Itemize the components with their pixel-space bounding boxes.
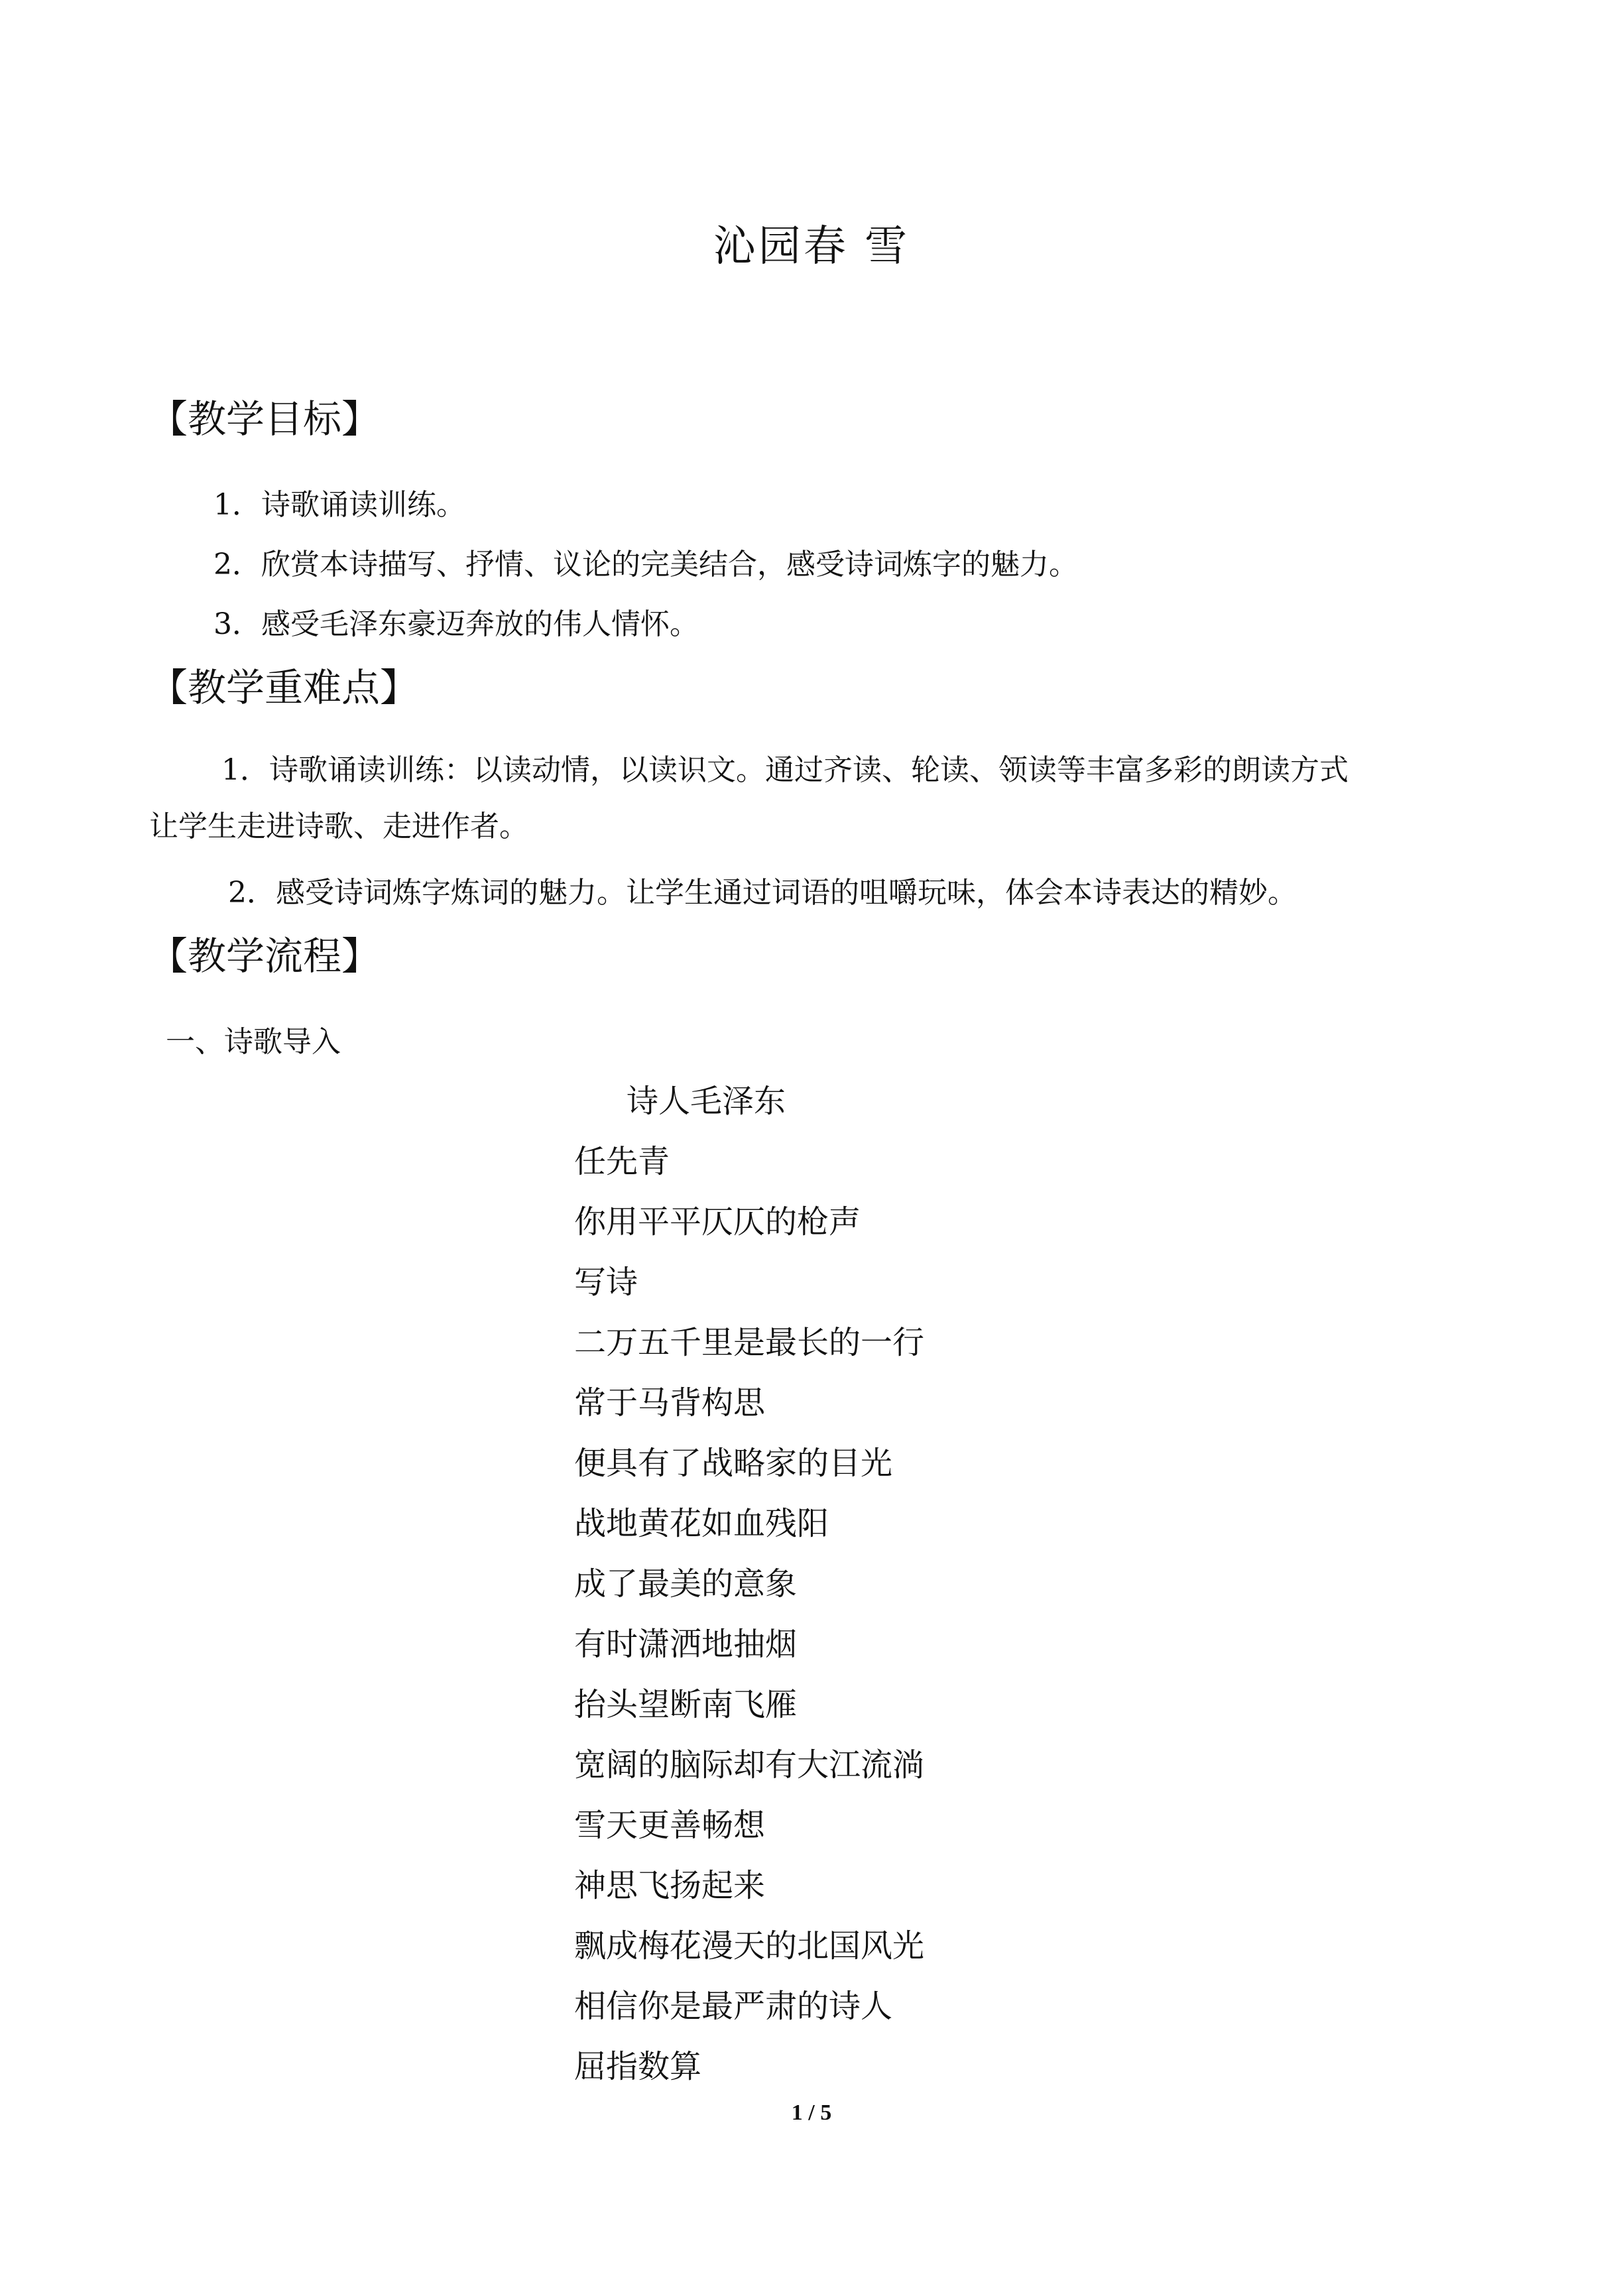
page-number: 1 / 5 — [791, 2100, 832, 2125]
poem-line: 二万五千里是最长的一行 — [574, 1324, 925, 1361]
objective-item-1: 1．诗歌诵读训练。 — [213, 488, 465, 522]
poem-line: 抬头望断南飞雁 — [574, 1686, 798, 1723]
key-point-item-1-line-2: 让学生走进诗歌、走进作者。 — [149, 810, 528, 843]
poem-line: 屈指数算 — [574, 2048, 702, 2085]
key-point-item-2: 2．感受诗词炼字炼词的魅力。让学生通过词语的咀嚼玩味，体会本诗表达的精妙。 — [228, 876, 1297, 910]
poem-line: 写诗 — [574, 1264, 638, 1301]
page-title: 沁园春 雪 — [713, 222, 910, 271]
poem-line: 便具有了战略家的目光 — [574, 1445, 893, 1482]
poem-line: 常于马背构思 — [574, 1384, 766, 1421]
process-step-1: 一、诗歌导入 — [166, 1025, 341, 1059]
poem-line: 相信你是最严肃的诗人 — [574, 1988, 893, 2025]
objective-item-3: 3．感受毛泽东豪迈奔放的伟人情怀。 — [213, 607, 699, 641]
poem-line: 神思飞扬起来 — [574, 1867, 766, 1904]
section-heading-key-points: 【教学重难点】 — [149, 665, 419, 710]
section-heading-process: 【教学流程】 — [149, 934, 381, 979]
poem-line: 战地黄花如血残阳 — [574, 1505, 829, 1542]
poem-author: 任先青 — [574, 1143, 670, 1180]
poem-title: 诗人毛泽东 — [627, 1083, 786, 1120]
poem-line: 有时潇洒地抽烟 — [574, 1626, 798, 1663]
poem-line: 宽阔的脑际却有大江流淌 — [574, 1746, 925, 1783]
poem-line: 飘成梅花漫天的北国风光 — [574, 1927, 925, 1964]
section-heading-objectives: 【教学目标】 — [149, 396, 381, 442]
poem-line: 你用平平仄仄的枪声 — [574, 1203, 861, 1240]
poem-line: 雪天更善畅想 — [574, 1807, 766, 1844]
poem-line: 成了最美的意象 — [574, 1565, 798, 1602]
key-point-item-1-line-1: 1．诗歌诵读训练：以读动情，以读识文。通过齐读、轮读、领读等丰富多彩的朗读方式 — [221, 753, 1349, 787]
objective-item-2: 2．欣赏本诗描写、抒情、议论的完美结合，感受诗词炼字的魅力。 — [213, 548, 1078, 581]
